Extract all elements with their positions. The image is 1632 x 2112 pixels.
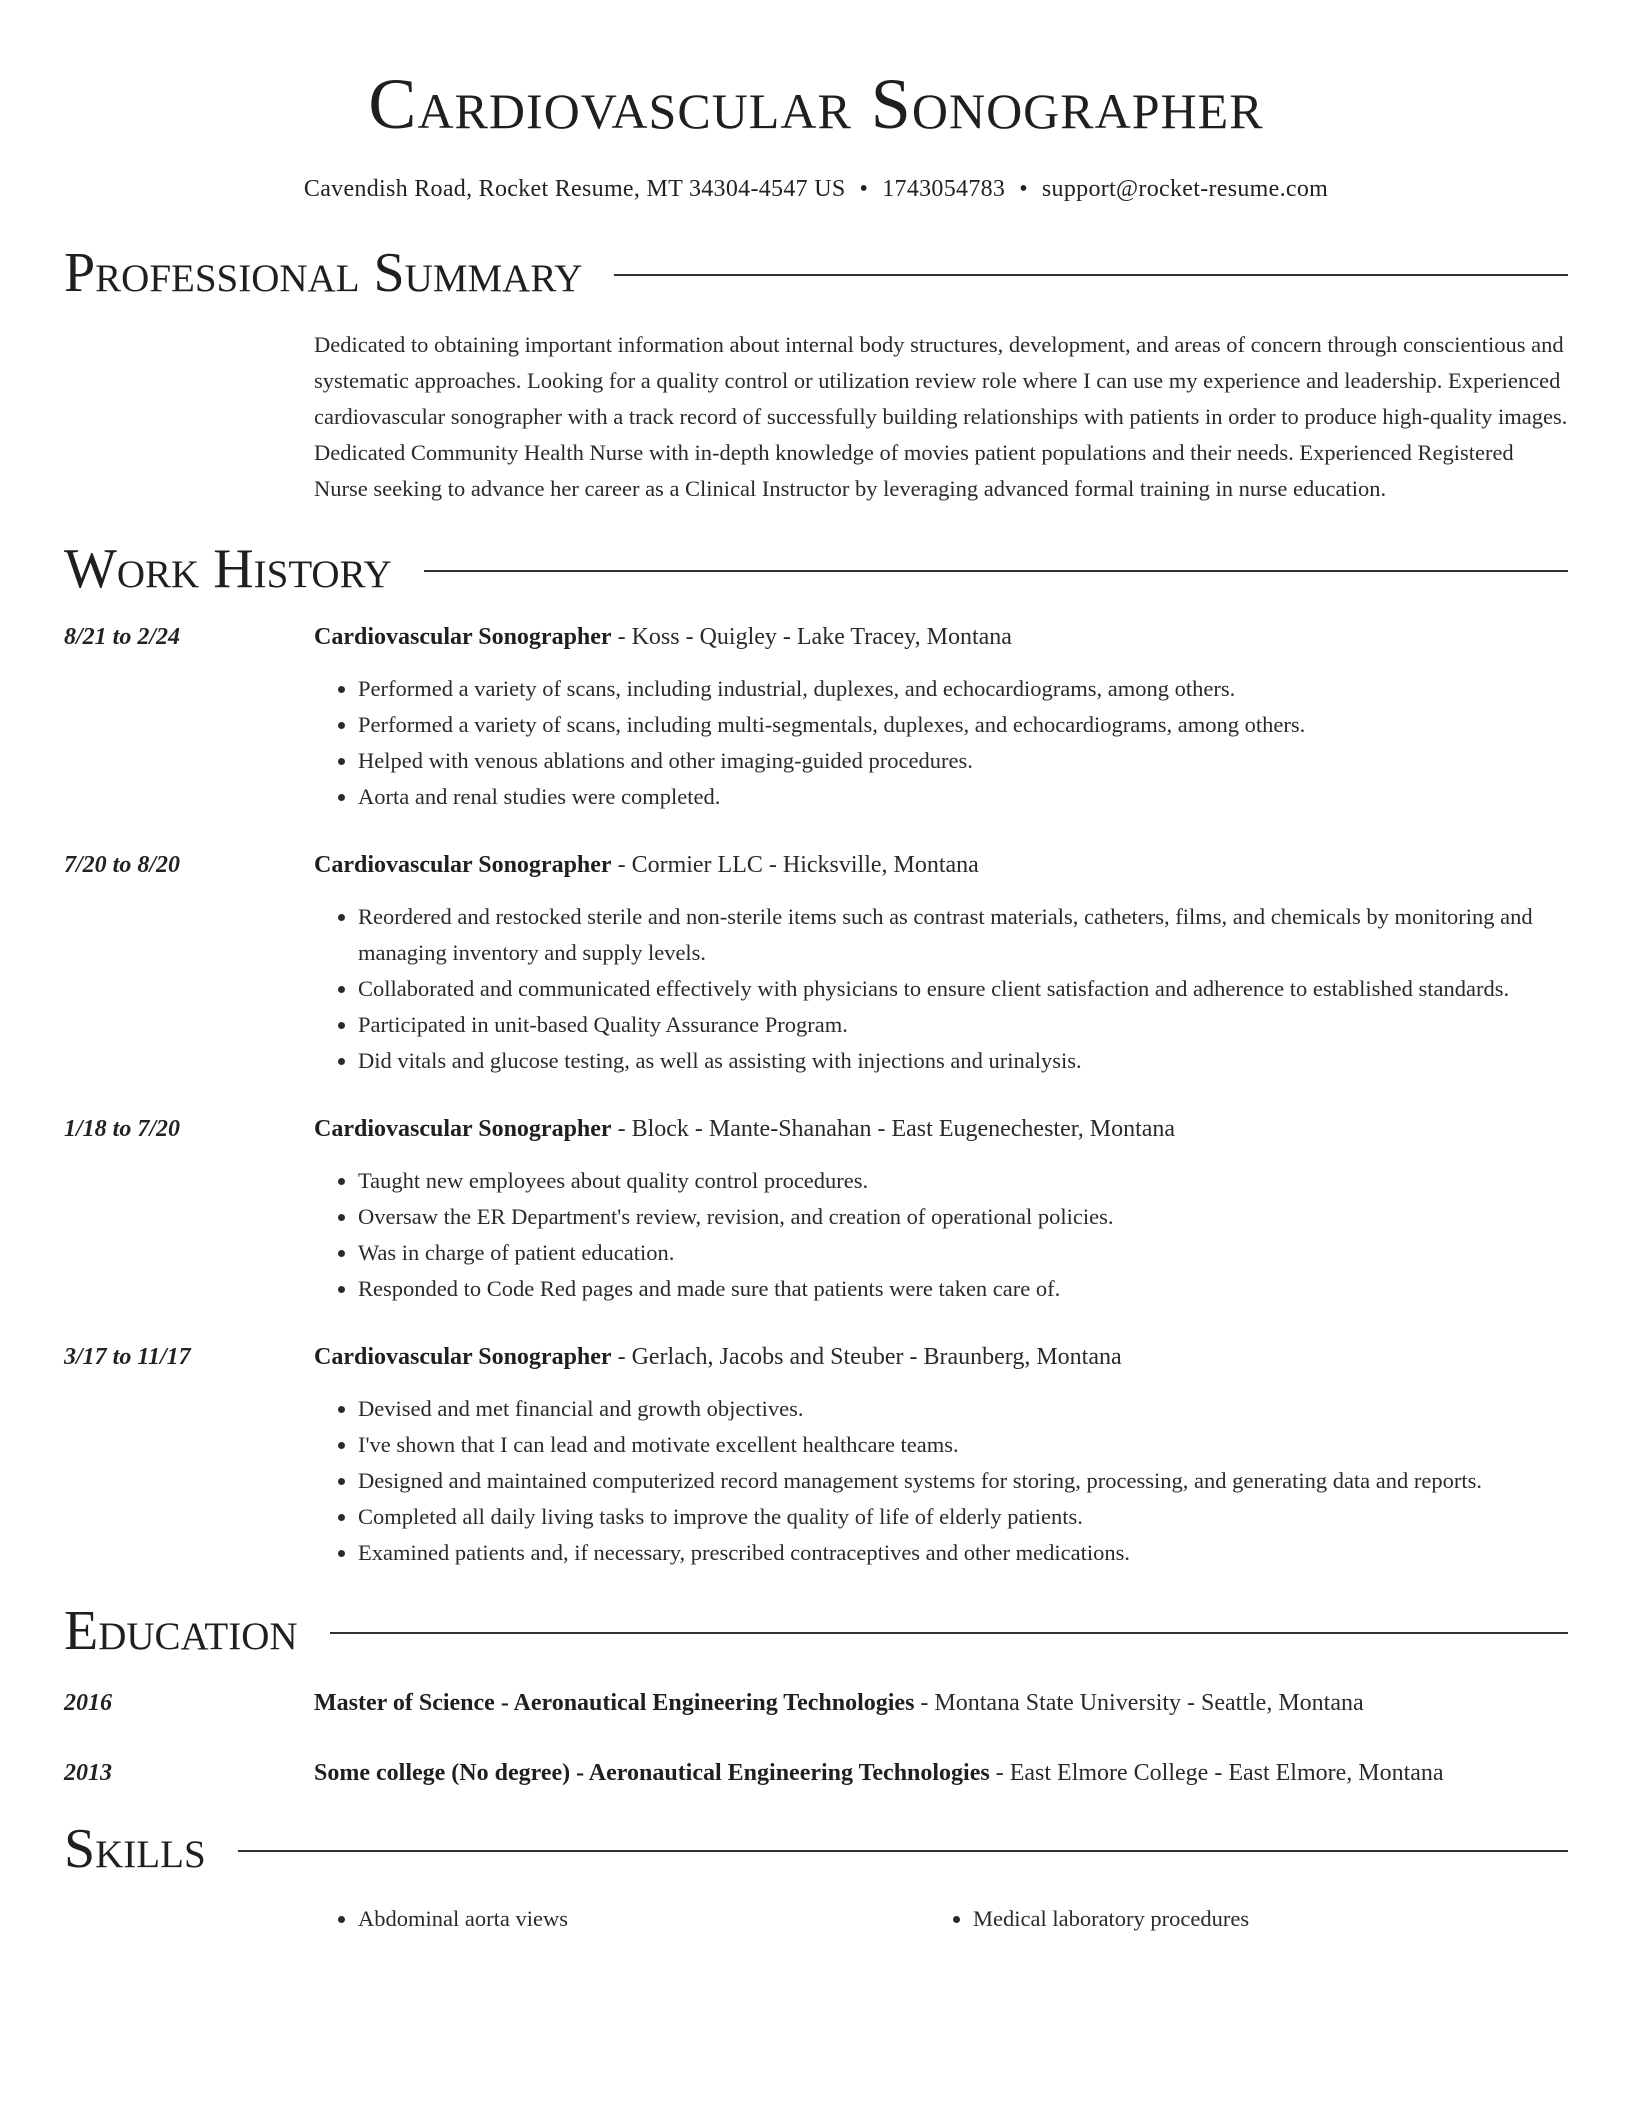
job-title-line xyxy=(314,1111,1568,1147)
education-year: 2016 xyxy=(64,1690,112,1716)
job-bullet: • Examined patients and, if necessary, prescribed contraceptives and other medications. xyxy=(358,1535,1568,1571)
job-bullet: • Participated in unit-based Quality Assurance Program. xyxy=(358,1007,1568,1043)
work-section-title: Work History xyxy=(64,538,392,600)
job-role: Cardiovascular Sonographer xyxy=(314,624,612,650)
job-dates: 8/21 to 2/24 xyxy=(64,624,181,650)
job-bullet: • Reordered and restocked sterile and non-sterile items such as contrast materials, catheters, films, and chemicals by monitoring and managing inventory and supply levels. xyxy=(358,899,1568,971)
education-degree: Some college (No degree) - Aeronautical Engineering Technologies xyxy=(314,1760,990,1786)
section-divider xyxy=(330,1632,1568,1634)
contact-address: Cavendish Road, Rocket Resume, MT 34304-4547 US xyxy=(303,176,846,202)
job-details: - Block - Mante-Shanahan - East Eugenechester, Montana xyxy=(611,1116,1176,1142)
job-details: - Cormier LLC - Hicksville, Montana xyxy=(611,852,979,878)
summary-section-header xyxy=(64,241,1568,305)
skills-column-left xyxy=(314,1901,929,1937)
skill-item: • Abdominal aorta views xyxy=(358,1901,929,1937)
job-bullets xyxy=(314,1391,1568,1571)
job-dates: 1/18 to 7/20 xyxy=(64,1116,181,1142)
contact-email: support@rocket-resume.com xyxy=(1041,176,1329,202)
job-bullet: • Performed a variety of scans, including multi-segmentals, duplexes, and echocardiograms, among others. xyxy=(358,707,1568,743)
job-bullet: • Was in charge of patient education. xyxy=(358,1235,1568,1271)
skills-column-right xyxy=(929,1901,1544,1937)
education-line xyxy=(314,1685,1568,1721)
skills-section-title: Skills xyxy=(64,1818,206,1880)
job-bullet: • Taught new employees about quality control procedures. xyxy=(358,1163,1568,1199)
job-title-line xyxy=(314,1339,1568,1375)
contact-separator: • xyxy=(859,176,869,202)
summary-section-title: Professional Summary xyxy=(64,242,583,304)
job-bullets xyxy=(314,899,1568,1079)
education-year: 2013 xyxy=(64,1760,112,1786)
job-entry xyxy=(64,1111,1568,1307)
education-details: - East Elmore College - East Elmore, Montana xyxy=(989,1760,1444,1786)
job-bullet: • I've shown that I can lead and motivate excellent healthcare teams. xyxy=(358,1427,1568,1463)
job-entry xyxy=(64,847,1568,1079)
education-entry xyxy=(64,1685,1568,1721)
education-section-title: Education xyxy=(64,1600,298,1662)
section-divider xyxy=(424,570,1568,572)
job-entry xyxy=(64,619,1568,815)
job-bullet: • Aorta and renal studies were completed. xyxy=(358,779,1568,815)
job-bullet: • Did vitals and glucose testing, as well as assisting with injections and urinalysis. xyxy=(358,1043,1568,1079)
contact-phone: 1743054783 xyxy=(882,176,1006,202)
job-dates: 7/20 to 8/20 xyxy=(64,852,181,878)
skills-section-header xyxy=(64,1817,1568,1881)
work-history-list xyxy=(64,619,1568,1571)
contact-line xyxy=(64,176,1568,203)
job-bullet: • Oversaw the ER Department's review, revision, and creation of operational policies. xyxy=(358,1199,1568,1235)
work-section-header xyxy=(64,537,1568,601)
section-divider xyxy=(614,274,1568,276)
job-bullet: • Completed all daily living tasks to improve the quality of life of elderly patients. xyxy=(358,1499,1568,1535)
candidate-name: Cardiovascular Sonographer xyxy=(368,64,1264,144)
skill-item: • Medical laboratory procedures xyxy=(973,1901,1544,1937)
job-dates: 3/17 to 11/17 xyxy=(64,1344,191,1370)
job-bullets xyxy=(314,671,1568,815)
job-bullet: • Designed and maintained computerized record management systems for storing, processing, and generating data and reports. xyxy=(358,1463,1568,1499)
education-line xyxy=(314,1755,1568,1791)
job-role: Cardiovascular Sonographer xyxy=(314,1344,612,1370)
education-section-header xyxy=(64,1599,1568,1663)
education-details: - Montana State University - Seattle, Montana xyxy=(914,1690,1364,1716)
job-title-line xyxy=(314,619,1568,655)
contact-separator: • xyxy=(1019,176,1028,202)
job-entry xyxy=(64,1339,1568,1571)
job-bullet: • Devised and met financial and growth objectives. xyxy=(358,1391,1568,1427)
job-role: Cardiovascular Sonographer xyxy=(314,1116,612,1142)
job-bullet: • Responded to Code Red pages and made sure that patients were taken care of. xyxy=(358,1271,1568,1307)
section-divider xyxy=(238,1850,1568,1852)
skills-list xyxy=(314,1901,1568,1937)
job-details: - Koss - Quigley - Lake Tracey, Montana xyxy=(611,624,1012,650)
job-bullet: • Helped with venous ablations and other imaging-guided procedures. xyxy=(358,743,1568,779)
job-title-line xyxy=(314,847,1568,883)
education-degree: Master of Science - Aeronautical Engineering Technologies xyxy=(314,1690,915,1716)
job-bullet: • Performed a variety of scans, including industrial, duplexes, and echocardiograms, among others. xyxy=(358,671,1568,707)
job-bullets xyxy=(314,1163,1568,1307)
job-details: - Gerlach, Jacobs and Steuber - Braunberg, Montana xyxy=(611,1344,1122,1370)
education-entry xyxy=(64,1755,1568,1791)
job-bullet: • Collaborated and communicated effectively with physicians to ensure client satisfaction and adherence to established standards. xyxy=(358,971,1568,1007)
job-role: Cardiovascular Sonographer xyxy=(314,852,612,878)
summary-text: Dedicated to obtaining important information about internal body structures, development, and areas of concern through conscientious and systematic approaches. Looking for a quality control or utilization review role where I can use my experience and leadership. Experienced cardiovascular sonographer with a track record of successfully building relationships with patients in order to produce high-quality images. Dedicated Community Health Nurse with in-depth knowledge of movies patient populations and their needs. Experienced Registered Nurse seeking to advance her career as a Clinical Instructor by leveraging advanced formal training in nurse education. xyxy=(314,332,1568,501)
